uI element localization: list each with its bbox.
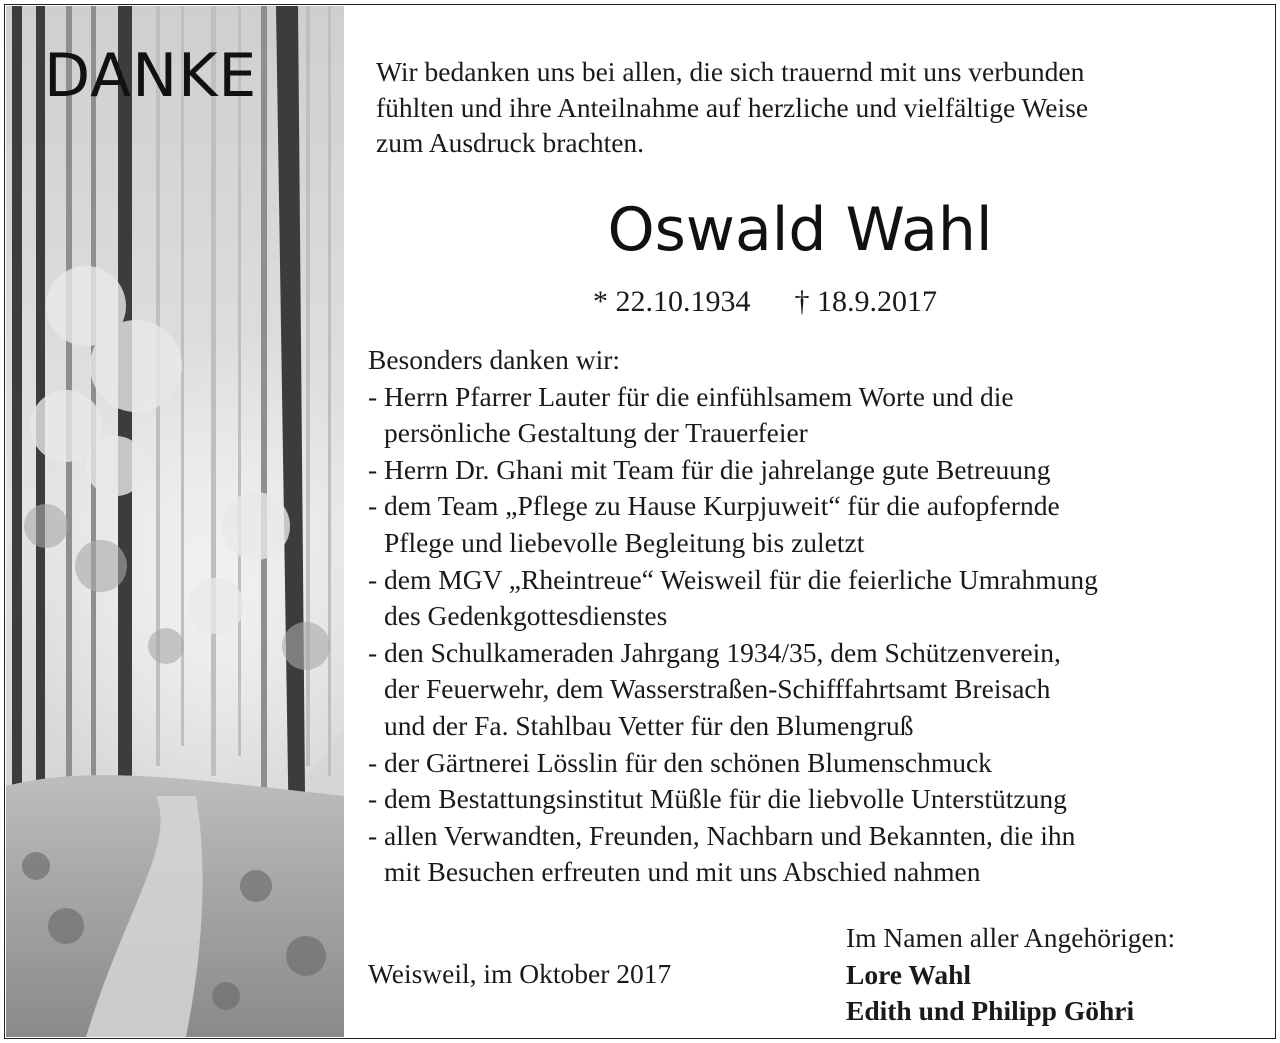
thanks-list xyxy=(368,342,1268,891)
birth-date: * 22.10.1934 xyxy=(593,285,751,318)
life-dates xyxy=(593,284,937,320)
thanks-line: und der Fa. Stahlbau Vetter für den Blumengruß xyxy=(384,709,914,741)
intro-line: fühlten und ihre Anteilnahme auf herzliche und vielfältige Weise xyxy=(376,91,1089,123)
thanks-line: der Feuerwehr, dem Wasserstraßen-Schifffahrtsamt Breisach xyxy=(384,673,1051,705)
thanks-line: - den Schulkameraden Jahrgang 1934/35, dem Schützenverein, xyxy=(368,636,1061,668)
thanks-line: - dem MGV „Rheintreue“ Weisweil für die feierliche Umrahmung xyxy=(368,563,1098,595)
thanks-line: - Herrn Dr. Ghani mit Team für die jahrelange gute Betreuung xyxy=(368,453,1051,485)
intro-line: zum Ausdruck brachten. xyxy=(376,127,645,158)
deceased-name-block xyxy=(370,195,1230,265)
forest-photo xyxy=(6,6,344,1037)
thanks-line: - Herrn Pfarrer Lauter für die einfühlsamem Worte und die xyxy=(368,380,1014,412)
thanks-line: Pflege und liebevolle Begleitung bis zuletzt xyxy=(384,526,865,558)
intro-paragraph xyxy=(376,54,1256,161)
thanks-intro: Besonders danken wir: xyxy=(368,344,621,375)
signatory-name: Edith und Philipp Göhri xyxy=(846,995,1135,1027)
death-date: † 18.9.2017 xyxy=(794,285,937,318)
forest-illustration xyxy=(6,6,344,1037)
thanks-line: des Gedenkgottesdienstes xyxy=(384,600,668,632)
signoff-intro: Im Namen aller Angehörigen: xyxy=(846,922,1176,953)
place-date: Weisweil, im Oktober 2017 xyxy=(368,958,672,989)
thanks-line: - allen Verwandten, Freunden, Nachbarn und Bekannten, die ihn xyxy=(368,819,1076,851)
thanks-line: mit Besuchen erfreuten und mit uns Abschied nahmen xyxy=(384,856,981,888)
danke-heading: DANKE xyxy=(44,41,258,111)
deceased-name: Oswald Wahl xyxy=(607,195,993,265)
thanks-line: persönliche Gestaltung der Trauerfeier xyxy=(384,417,808,449)
thanks-line: - der Gärtnerei Lösslin für den schönen Blumenschmuck xyxy=(368,746,992,778)
thanks-line: - dem Bestattungsinstitut Müßle für die liebvolle Unterstützung xyxy=(368,783,1067,815)
intro-line: Wir bedanken uns bei allen, die sich trauernd mit uns verbunden xyxy=(376,56,1085,87)
signoff-block xyxy=(846,920,1175,1030)
signatory-name: Lore Wahl xyxy=(846,958,972,990)
thanks-line: - dem Team „Pflege zu Hause Kurpjuweit“ für die aufopfernde xyxy=(368,490,1060,522)
